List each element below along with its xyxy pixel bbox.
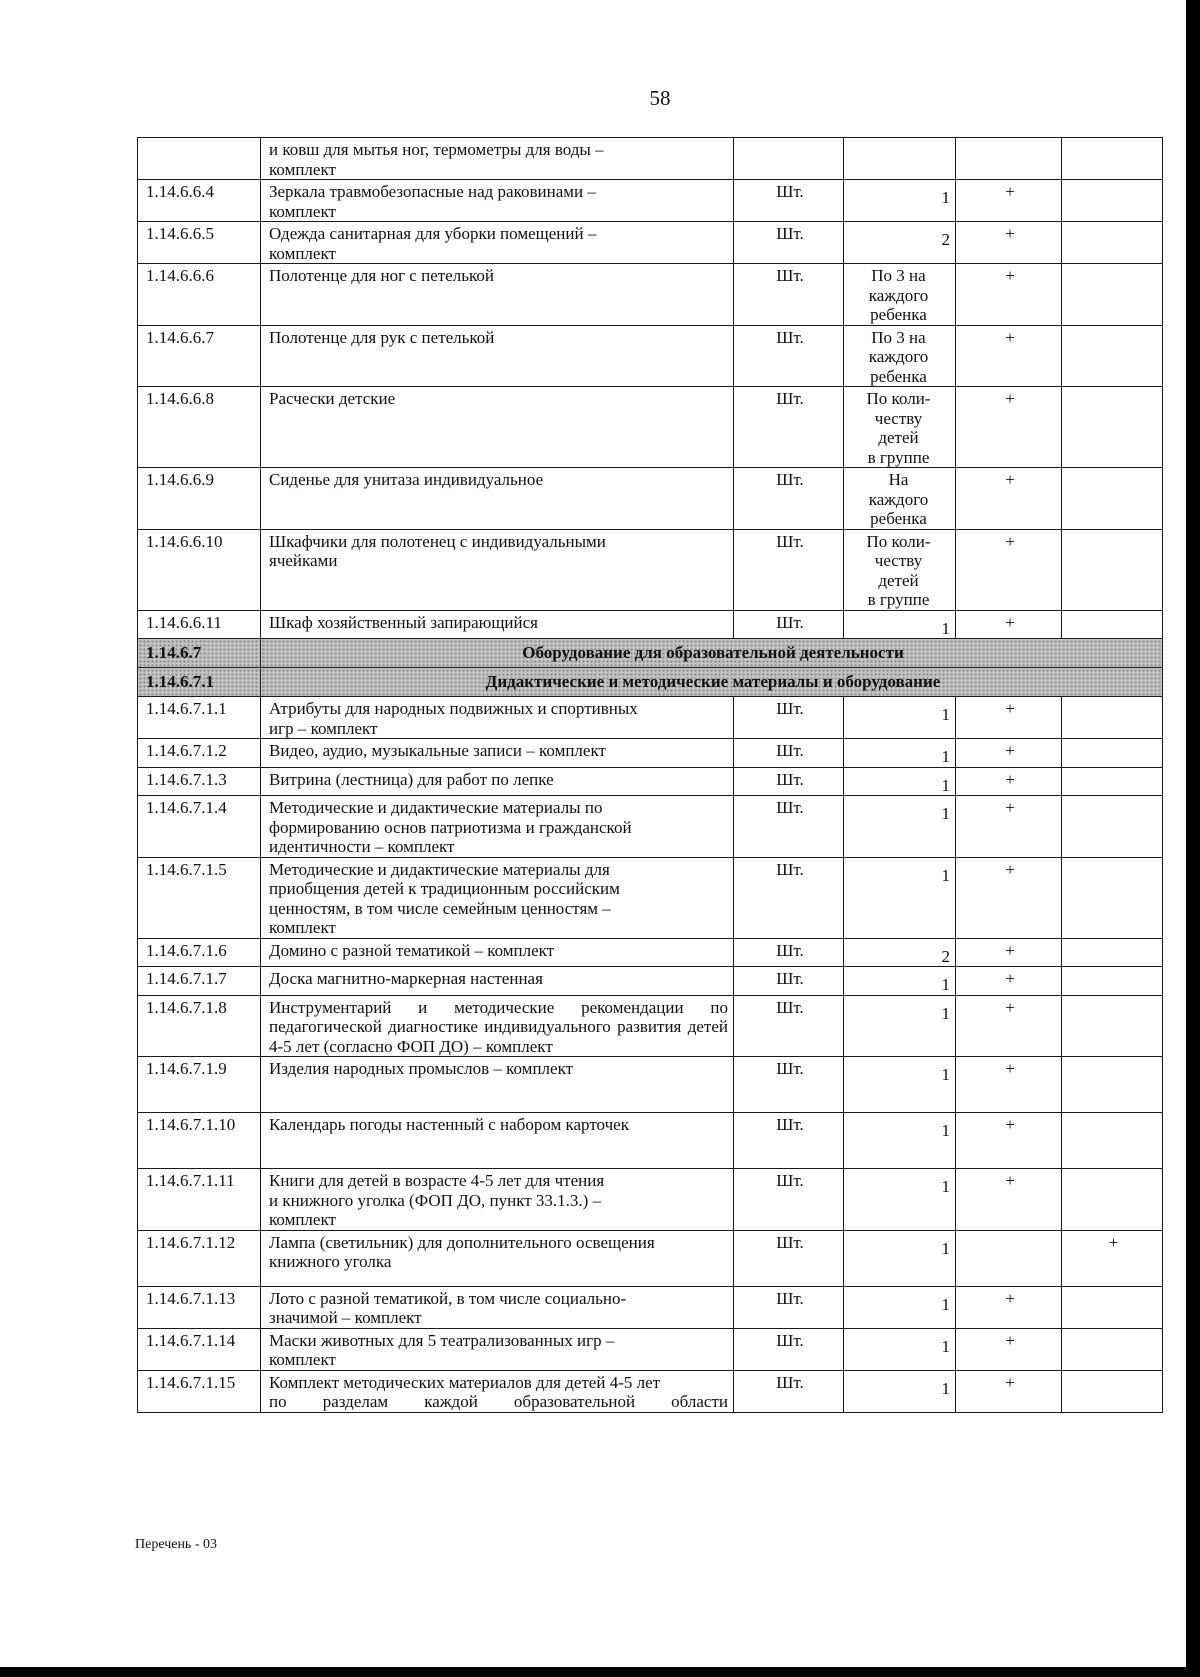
mark-cell	[1062, 967, 1163, 996]
mark-cell	[1062, 767, 1163, 796]
table-row	[138, 697, 1163, 739]
footer-label: Перечень - 03	[135, 1537, 217, 1552]
table-row	[138, 796, 1163, 858]
item-code: 1.14.6.6.5	[138, 222, 261, 264]
quantity-cell: 2	[844, 938, 956, 967]
mark-cell: +	[956, 938, 1062, 967]
item-name: Шкаф хозяйственный запирающийся	[261, 610, 734, 639]
table-row	[138, 138, 1163, 180]
mark-cell: +	[956, 1113, 1062, 1169]
unit-cell: Шт.	[734, 739, 844, 768]
quantity-cell: По 3 на каждого ребенка	[844, 264, 956, 326]
mark-cell	[956, 1230, 1062, 1286]
item-code: 1.14.6.7.1.7	[138, 967, 261, 996]
table-body	[138, 138, 1163, 1413]
quantity-cell: По 3 на каждого ребенка	[844, 325, 956, 387]
equipment-table	[137, 137, 1163, 1413]
table-row	[138, 1169, 1163, 1231]
item-name: Видео, аудио, музыкальные записи – комплект	[261, 739, 734, 768]
item-code: 1.14.6.7.1.2	[138, 739, 261, 768]
quantity-cell: 1	[844, 796, 956, 858]
mark-cell: +	[956, 610, 1062, 639]
mark-cell: +	[956, 1286, 1062, 1328]
mark-cell: +	[956, 1328, 1062, 1370]
item-name: Лото с разной тематикой, в том числе социально- значимой – комплект	[261, 1286, 734, 1328]
item-code: 1.14.6.7.1.1	[138, 697, 261, 739]
unit-cell: Шт.	[734, 1230, 844, 1286]
mark-cell: +	[956, 857, 1062, 938]
table-row	[138, 529, 1163, 610]
mark-cell	[1062, 387, 1163, 468]
item-name: Одежда санитарная для уборки помещений – комплект	[261, 222, 734, 264]
item-name: Домино с разной тематикой – комплект	[261, 938, 734, 967]
item-code: 1.14.6.6.11	[138, 610, 261, 639]
table-row	[138, 222, 1163, 264]
mark-cell	[1062, 325, 1163, 387]
mark-cell	[1062, 138, 1163, 180]
mark-cell: +	[956, 995, 1062, 1057]
item-name: Книги для детей в возрасте 4-5 лет для чтения и книжного уголка (ФОП ДО, пункт 33.1.3.) – комплект	[261, 1169, 734, 1231]
page-number: 58	[649, 86, 671, 110]
mark-cell	[1062, 264, 1163, 326]
mark-cell: +	[956, 180, 1062, 222]
mark-cell: +	[956, 767, 1062, 796]
item-code: 1.14.6.7.1.14	[138, 1328, 261, 1370]
item-code: 1.14.6.7.1.3	[138, 767, 261, 796]
mark-cell	[1062, 222, 1163, 264]
table-row	[138, 1057, 1163, 1113]
unit-cell: Шт.	[734, 325, 844, 387]
item-name: Полотенце для ног с петелькой	[261, 264, 734, 326]
item-code: 1.14.6.7.1.8	[138, 995, 261, 1057]
item-name: Календарь погоды настенный с набором карточек	[261, 1113, 734, 1169]
unit-cell: Шт.	[734, 1113, 844, 1169]
unit-cell: Шт.	[734, 967, 844, 996]
quantity-cell: 1	[844, 739, 956, 768]
table-row	[138, 739, 1163, 768]
table-row	[138, 995, 1163, 1057]
mark-cell: +	[1062, 1230, 1163, 1286]
section-header-row	[138, 639, 1163, 668]
quantity-cell: 1	[844, 1370, 956, 1412]
item-name: Расчески детские	[261, 387, 734, 468]
item-name: Комплект методических материалов для детей 4-5 лет по разделам каждой образовательной области	[261, 1370, 734, 1412]
mark-cell: +	[956, 1057, 1062, 1113]
mark-cell	[1062, 857, 1163, 938]
unit-cell: Шт.	[734, 1286, 844, 1328]
quantity-cell: 1	[844, 1328, 956, 1370]
quantity-cell: На каждого ребенка	[844, 468, 956, 530]
mark-cell: +	[956, 222, 1062, 264]
section-code: 1.14.6.7.1	[138, 668, 261, 697]
mark-cell	[1062, 1370, 1163, 1412]
table-row	[138, 1230, 1163, 1286]
mark-cell	[1062, 529, 1163, 610]
table-row	[138, 1370, 1163, 1412]
unit-cell: Шт.	[734, 610, 844, 639]
mark-cell	[1062, 1057, 1163, 1113]
mark-cell: +	[956, 529, 1062, 610]
mark-cell	[1062, 995, 1163, 1057]
table-row	[138, 264, 1163, 326]
unit-cell: Шт.	[734, 1328, 844, 1370]
mark-cell: +	[956, 697, 1062, 739]
item-code: 1.14.6.6.8	[138, 387, 261, 468]
item-name: Доска магнитно-маркерная настенная	[261, 967, 734, 996]
quantity-cell	[844, 138, 956, 180]
item-name: Лампа (светильник) для дополнительного освещения книжного уголка	[261, 1230, 734, 1286]
mark-cell	[1062, 796, 1163, 858]
item-code: 1.14.6.6.10	[138, 529, 261, 610]
quantity-cell: По коли- честву детей в группе	[844, 529, 956, 610]
item-name: Методические и дидактические материалы для приобщения детей к традиционным российским ценностям, в том числе семейным ценностям – комплект	[261, 857, 734, 938]
item-code	[138, 138, 261, 180]
unit-cell: Шт.	[734, 264, 844, 326]
mark-cell	[956, 138, 1062, 180]
unit-cell: Шт.	[734, 938, 844, 967]
item-name: Витрина (лестница) для работ по лепке	[261, 767, 734, 796]
item-code: 1.14.6.7.1.15	[138, 1370, 261, 1412]
mark-cell: +	[956, 325, 1062, 387]
item-code: 1.14.6.7.1.6	[138, 938, 261, 967]
table-row	[138, 1328, 1163, 1370]
quantity-cell: 1	[844, 1230, 956, 1286]
mark-cell	[1062, 1169, 1163, 1231]
scan-edge-right	[1186, 0, 1200, 1677]
table-row	[138, 767, 1163, 796]
item-name: Изделия народных промыслов – комплект	[261, 1057, 734, 1113]
item-code: 1.14.6.6.4	[138, 180, 261, 222]
section-title: Оборудование для образовательной деятельности	[261, 639, 1163, 668]
quantity-cell: 1	[844, 1057, 956, 1113]
quantity-cell: 2	[844, 222, 956, 264]
unit-cell: Шт.	[734, 697, 844, 739]
item-code: 1.14.6.7.1.13	[138, 1286, 261, 1328]
item-name: и ковш для мытья ног, термометры для воды – комплект	[261, 138, 734, 180]
section-title: Дидактические и методические материалы и оборудование	[261, 668, 1163, 697]
table-row	[138, 857, 1163, 938]
unit-cell: Шт.	[734, 1169, 844, 1231]
unit-cell: Шт.	[734, 1370, 844, 1412]
quantity-cell: 1	[844, 610, 956, 639]
mark-cell	[1062, 697, 1163, 739]
mark-cell	[1062, 468, 1163, 530]
section-code: 1.14.6.7	[138, 639, 261, 668]
mark-cell	[1062, 938, 1163, 967]
item-name: Сиденье для унитаза индивидуальное	[261, 468, 734, 530]
table-row	[138, 180, 1163, 222]
quantity-cell: 1	[844, 697, 956, 739]
quantity-cell: 1	[844, 1169, 956, 1231]
unit-cell: Шт.	[734, 180, 844, 222]
item-code: 1.14.6.6.6	[138, 264, 261, 326]
quantity-cell: По коли- честву детей в группе	[844, 387, 956, 468]
item-code: 1.14.6.6.7	[138, 325, 261, 387]
item-code: 1.14.6.7.1.10	[138, 1113, 261, 1169]
unit-cell: Шт.	[734, 767, 844, 796]
table-row	[138, 610, 1163, 639]
mark-cell: +	[956, 387, 1062, 468]
unit-cell: Шт.	[734, 857, 844, 938]
quantity-cell: 1	[844, 857, 956, 938]
mark-cell: +	[956, 468, 1062, 530]
mark-cell	[1062, 1286, 1163, 1328]
unit-cell: Шт.	[734, 995, 844, 1057]
item-code: 1.14.6.7.1.11	[138, 1169, 261, 1231]
item-code: 1.14.6.7.1.4	[138, 796, 261, 858]
quantity-cell: 1	[844, 967, 956, 996]
item-name: Атрибуты для народных подвижных и спортивных игр – комплект	[261, 697, 734, 739]
unit-cell: Шт.	[734, 796, 844, 858]
item-code: 1.14.6.7.1.9	[138, 1057, 261, 1113]
quantity-cell: 1	[844, 1286, 956, 1328]
item-name: Методические и дидактические материалы по формированию основ патриотизма и гражданской идентичности – комплект	[261, 796, 734, 858]
unit-cell	[734, 138, 844, 180]
item-name: Инструментарий и методические рекомендации по педагогической диагностике индивидуального развития детей 4-5 лет (согласно ФОП ДО) – комплект	[261, 995, 734, 1057]
mark-cell: +	[956, 264, 1062, 326]
table-row	[138, 1113, 1163, 1169]
mark-cell: +	[956, 1169, 1062, 1231]
item-name: Маски животных для 5 театрализованных игр – комплект	[261, 1328, 734, 1370]
mark-cell: +	[956, 739, 1062, 768]
table-row	[138, 1286, 1163, 1328]
table-row	[138, 325, 1163, 387]
unit-cell: Шт.	[734, 1057, 844, 1113]
unit-cell: Шт.	[734, 529, 844, 610]
item-code: 1.14.6.7.1.12	[138, 1230, 261, 1286]
section-header-row	[138, 668, 1163, 697]
table-row	[138, 938, 1163, 967]
table-row	[138, 468, 1163, 530]
mark-cell	[1062, 739, 1163, 768]
item-name: Шкафчики для полотенец с индивидуальными ячейками	[261, 529, 734, 610]
mark-cell: +	[956, 1370, 1062, 1412]
mark-cell: +	[956, 796, 1062, 858]
unit-cell: Шт.	[734, 387, 844, 468]
item-code: 1.14.6.7.1.5	[138, 857, 261, 938]
table-row	[138, 387, 1163, 468]
quantity-cell: 1	[844, 1113, 956, 1169]
quantity-cell: 1	[844, 767, 956, 796]
scan-edge-bottom	[0, 1667, 1200, 1677]
unit-cell: Шт.	[734, 222, 844, 264]
quantity-cell: 1	[844, 995, 956, 1057]
unit-cell: Шт.	[734, 468, 844, 530]
item-name: Полотенце для рук с петелькой	[261, 325, 734, 387]
mark-cell	[1062, 180, 1163, 222]
table-row	[138, 967, 1163, 996]
mark-cell: +	[956, 967, 1062, 996]
mark-cell	[1062, 1328, 1163, 1370]
mark-cell	[1062, 610, 1163, 639]
mark-cell	[1062, 1113, 1163, 1169]
quantity-cell: 1	[844, 180, 956, 222]
item-code: 1.14.6.6.9	[138, 468, 261, 530]
item-name: Зеркала травмобезопасные над раковинами – комплект	[261, 180, 734, 222]
